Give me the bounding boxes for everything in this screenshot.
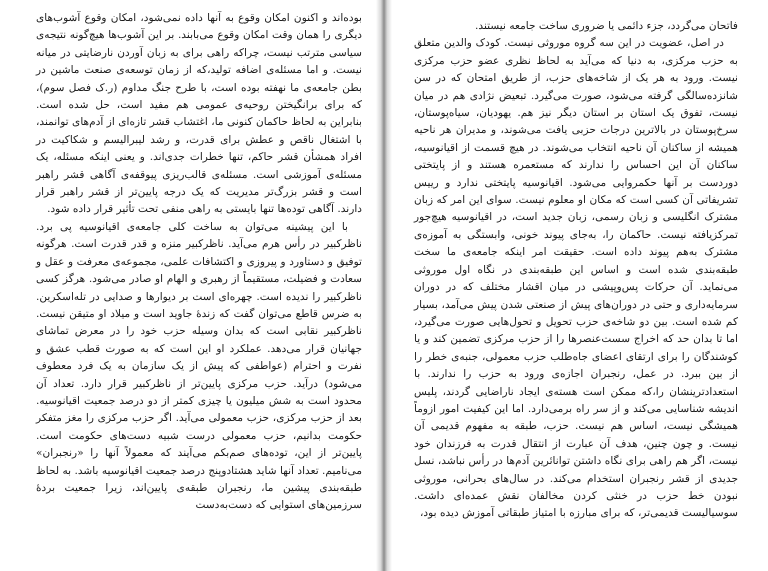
right-page-text <box>414 18 738 523</box>
left-paragraph-1: بوده‌اند و اکنون امکان وقوع به آنها داده نمی‌شود، امکان وقوع آشوب‌های دیگری را همان وقت امکان وقوع می‌بابند. بر این آشوب‌ها هیچ‌گونه نتیجه‌ی سیاسی مترتب نیست، چراکه راهی برای به زبان آوردن نارضایتی در میانه نیست. و اما مسئله‌ی اضافه تولید،که از زمان توسعه‌ی صنعت ماشین در بطن جامعه‌ی ما نهفته بوده است، با طرح جنگ مداوم (ر.ک فصل سوم)، که برای برانگیختن روحیه‌ی عمومی هم مفید است، حل شده است. بنابراین به لحاظ حاکمان کنونی ما، اغتشاب قشر تازه‌ای از آدم‌های توانمند، با اشتغال ناقص و عطش برای قدرت، و رشد لیبرالیسم و شکاکیت در افراد همشأن قشر حاکم، تنها خطرات جدی‌اند. و یعنی اینکه مسئله، یک مسئله‌ی آموزشی است. مسئله‌ی قالب‌ریزی پیوقفه‌ی آگاهی قشر راهبر است و قشر بزرگ‌تر مدیریت که یک درجه پایین‌تر از قشر راهبر قرار دارند. آگاهی توده‌ها تنها بایستی به راهی منفی تحت تأثیر قرار داده شود. <box>36 12 362 216</box>
right-page <box>392 0 768 571</box>
right-paragraph-2: در اصل، عضویت در این سه گروه موروثی نیست. کودک والدین متعلق به حزب مرکزی، به دنیا که می‌آید به لحاظ نظری عضو حزب مرکزی نیست. ورود به هر یک از شاخه‌های حزب، از طریق امتحان که در سن شانزده‌سالگی گرفته می‌شود، صورت می‌گیرد. تبعیض نژادی هم در میان نیست، تفوق یک استان بر استان دیگر نیز هم. یهودیان، سیاه‌پوستان، سرخ‌پوستان در بالاترین درجات حزبی یافت می‌شوند، و مدیران هر ناحیه همیشه از ساکنان آن ناحیه انتخاب می‌شوند. در هیچ قسمت از اقیانوسیه، ساکنان آن این احساس را ندارند که مستعمره هستند و از پایتختی دوردست بر آنها حکمروایی می‌شود. اقیانوسیه پایتختی ندارد و رییس تشریفاتی آن کسی است که مکان او معلوم نیست. سوای این امر که زبان مشترک انگلیسی و زبان رسمی، زبان جدید است، در اقیانوسیه هیچ‌جور تمرکزیافته نیست. حاکمان را، به‌جای پیوند خونی، وابستگی به آموزه‌ی مشترک به‌هم پیوند داده است. حقیقت امر اینکه جامعه‌ی ما سخت طبقه‌بندی شده است و اساس این طبقه‌بندی در نگاه اول موروثی می‌نماید. آن حرکات پس‌وپیشی در میان اقشار مختلف که در دوران سرمایه‌داری و حتی در دوران‌های پیش از صنعتی شدن پیش می‌آمد، بسیار کم شده است. بین دو شاخه‌ی حزب تحویل و تحول‌هایی صورت می‌گیرد، اما تا بدان حد که اخراج سست‌عنصرها را از حزب مرکزی تضمین کند و یا کوشندگان را برای ارتقای اعضای جاه‌طلب حزب معمولی، جنبه‌ی خطر را از بین ببرد. در عمل، رنجبران اجازه‌ی ورود به حزب را ندارند. با استعدادترینشان را،که ممکن است هسته‌ی ایجاد ناراضایی گردند، پلیس اندیشه شناسایی می‌کند و از سر راه برمی‌دارد. اما این کیفیت امور ازوماً همیشگی نیست، اساس هم نیست. حزب، طبقه به مفهوم قدیمی آن نیست. و چون چنین، هدف آن عبارت از انتقال قدرت به فرزندان خود نیست، اگر هم راهی برای نگاه داشتن توانائرین آدم‌ها در رأس نباشد، نسل جدیدی از قشر رنجبران استخدام می‌کند. در سال‌های بحرانی، موروثی نبودن خط حزب در خنثی کردن مخالفان نقش عمده‌ای داشت. سوسیالیست قدیمی‌تر، که برای مبارزه با امتیاز طبقاتی آموزش دیده بود، <box>414 37 738 520</box>
book-gutter <box>376 0 392 571</box>
right-paragraph-1: فاتحان می‌گردد، جزء دائمی یا ضروری ساخت جامعه نیستند. <box>475 20 738 32</box>
left-paragraph-2: با این پیشینه می‌توان به ساخت کلی جامعه‌ی اقیانوسیه پی برد. ناظرکبیر در رأس هرم می‌آید. ناظرکبیر منزه و قدر قدرت است. هرگونه توفیق و دستاورد و پیروزی و اکتشافات علمی، مجموعه‌ی معرفت و عقل و سعادت و فضیلت، مستقیماً از رهبری و الهام او صادر می‌شود. هرگز کسی ناظرکبیر را ندیده است. چهره‌ای است بر دیوارها و صدایی در تله‌اسکرین. به ضرس قاطع می‌توان گفت که زندهٔ جاوید است و میلاد او متیقن نیست. ناظرکبیر نقابی است که بدان وسیله حزب خود را در معرض تماشای جهانیان قرار می‌دهد. عملکرد او این است که به صورت قطب عشق و نفرت و احترام (عواطفی که پیش از یک سازمان به یک فرد معطوف می‌شود) درآید. حزب مرکزی پایین‌تر از ناظرکبیر قرار دارد. تعداد آن محدود است به شش میلیون یا چیزی کمتر از دو درصد جمعیت اقیانوسیه. بعد از حزب مرکزی، حزب معمولی می‌آید. اگر حزب مرکزی را مغز متفکر حکومت بدانیم، حزب معمولی درست شبیه دست‌های حکومت است. پایین‌تر از این، توده‌های صم‌بکم می‌آیند که معمولاً آنها را «رنجبران» می‌نامیم. تعداد آنها شاید هشتادوپنج درصد جمعیت اقیانوسیه باشد. به لحاظ طبقه‌بندی پیشین ما، رنجبران طبقه‌ی پایین‌اند، زیرا جمعیت بردهٔ سرزمین‌های استوایی که دست‌به‌دست <box>36 220 362 512</box>
left-page <box>0 0 376 571</box>
left-page-text <box>36 10 362 515</box>
